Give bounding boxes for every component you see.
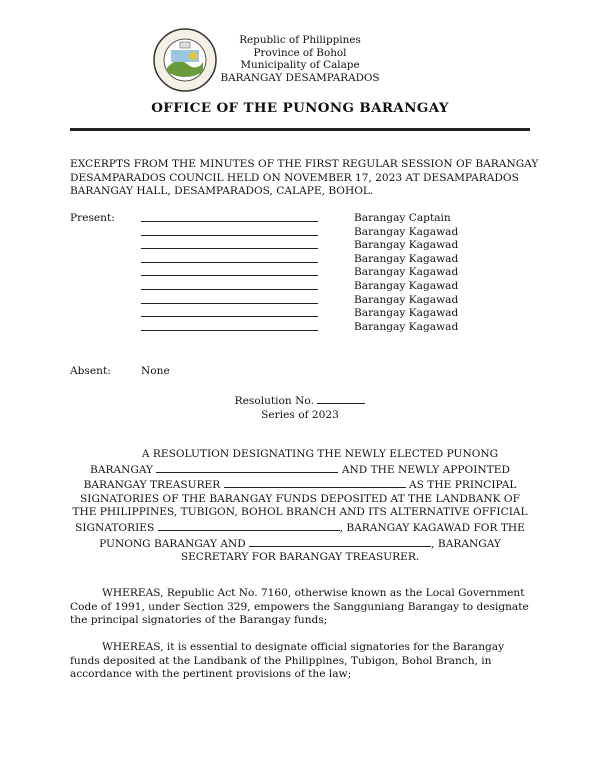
resolution-number-blank <box>317 393 365 404</box>
office-title: OFFICE OF THE PUNONG BARANGAY <box>151 100 449 116</box>
minutes-excerpt: EXCERPTS FROM THE MINUTES OF THE FIRST REGULAR SESSION OF BARANGAY DESAMPARADOS COUNCIL HELD ON NOVEMBER 17, 2023 AT DESAMPARADOS BARANGAY HALL, DESAMPARADOS, CALAPE, BOHOL. <box>70 158 539 198</box>
header-line: Municipality of Calape <box>240 59 360 72</box>
whereas-clause: WHEREAS, Republic Act No. 7160, otherwise known as the Local Government Code of 1991, under Section 329, empowers the Sangguniang Barangay to designate the principal signatories of the Barangay funds; <box>70 587 529 627</box>
header-divider <box>70 128 530 131</box>
resolution-series: Series of 2023 <box>261 408 339 421</box>
absent-value: None <box>141 365 170 377</box>
present-member-row <box>141 211 318 225</box>
resolution-number <box>0 393 600 422</box>
member-role: Barangay Captain <box>354 212 451 224</box>
signature-blank <box>141 238 318 249</box>
resolution-title-part: AS THE PRINCIPAL SIGNATORIES OF THE BARANGAY FUNDS DEPOSITED AT THE LANDBANK OF THE PHILIPPINES, TUBIGON, BOHOL BRANCH AND ITS ALTERNATIVE OFFICIAL SIGNATORIES <box>72 479 528 534</box>
absent-label: Absent: <box>70 365 111 377</box>
member-role: Barangay Kagawad <box>354 239 459 252</box>
present-member-row <box>141 252 318 266</box>
member-role: Barangay Kagawad <box>354 307 459 320</box>
kagawad-blank <box>158 520 340 531</box>
header-line: Province of Bohol <box>253 46 347 59</box>
punong-barangay-blank <box>156 462 338 473</box>
present-member-row <box>141 320 318 334</box>
present-member-row <box>141 293 318 307</box>
resolution-title-part: , BARANGAY KAGAWAD FOR THE PUNONG BARANGAY AND <box>99 521 525 550</box>
secretary-blank <box>249 536 431 547</box>
member-role: Barangay Kagawad <box>354 266 459 279</box>
signature-blank <box>141 211 318 222</box>
member-role: Barangay Kagawad <box>354 280 459 292</box>
signature-blank <box>141 320 318 331</box>
signature-blank <box>141 306 318 317</box>
member-role: Barangay Kagawad <box>354 320 459 333</box>
present-label: Present: <box>70 212 115 224</box>
member-role: Barangay Kagawad <box>354 252 459 265</box>
header-line: BARANGAY DESAMPARADOS <box>220 71 380 84</box>
letterhead <box>180 34 420 84</box>
signature-blank <box>141 225 318 236</box>
present-member-row <box>141 225 318 239</box>
present-member-row <box>141 238 318 252</box>
whereas-clause: WHEREAS, it is essential to designate official signatories for the Barangay funds deposited at the Landbank of the Philippines, Tubigon, Bohol Branch, in accordance with the pertinent provisions of the law; <box>70 641 505 681</box>
member-role: Barangay Kagawad <box>354 293 459 306</box>
resolution-title-part: A RESOLUTION DESIGNATING THE NEWLY ELECTED PUNONG BARANGAY <box>90 448 499 476</box>
member-role: Barangay Kagawad <box>354 225 459 238</box>
resolution-title-part: , BARANGAY SECRETARY FOR BARANGAY TREASURER. <box>180 537 501 564</box>
signature-blank <box>141 279 318 290</box>
signature-blank <box>141 265 318 276</box>
treasurer-blank <box>224 477 406 488</box>
present-member-row <box>141 279 318 293</box>
present-member-row <box>141 265 318 279</box>
header-line: Republic of Philippines <box>239 34 361 46</box>
resolution-title <box>70 448 530 565</box>
signature-blank <box>141 252 318 263</box>
resolution-title-part: AND THE NEWLY APPOINTED BARANGAY TREASURER <box>83 463 510 492</box>
signature-blank <box>141 293 318 304</box>
present-member-row <box>141 306 318 320</box>
resolution-number-label: Resolution No. <box>234 395 314 407</box>
